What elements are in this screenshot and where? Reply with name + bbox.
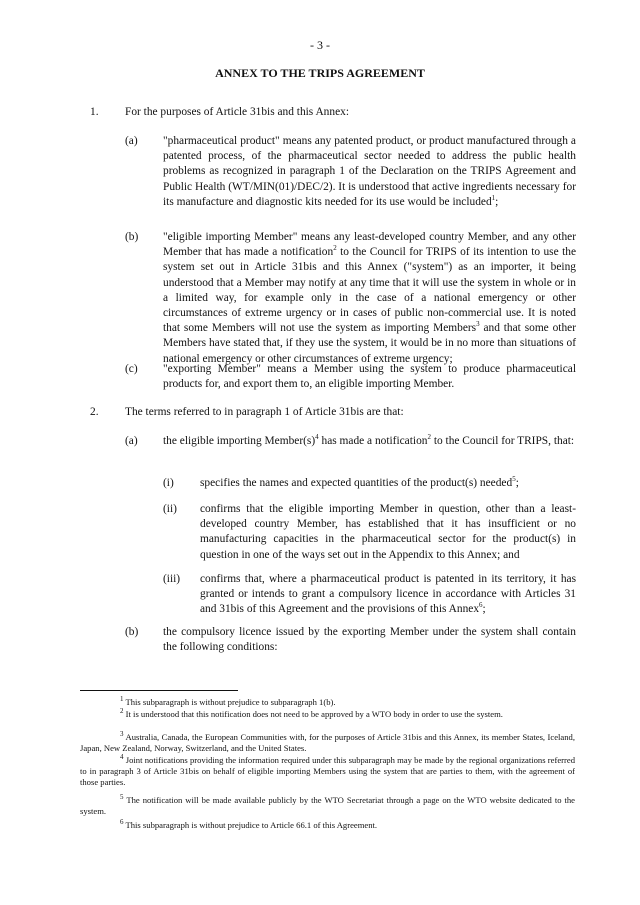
condition-compulsory-licence: the compulsory licence issued by the exporting Member under the system shall contain the following conditions: bbox=[163, 626, 576, 654]
footnote-ref-3: 3 bbox=[476, 320, 480, 329]
item-label-2b: (b) bbox=[125, 626, 139, 638]
definition-eligible-importing-member: "eligible importing Member" means any least-developed country Member, and any other Member that has made a notification$^2$ to the Council for TRIPS of its intention to use the system set out in Article 31bis and this Annex ("system") as an importer, it being understood that a Member may notify at any time that it will use the system in whole or in a limited way, for example only in the case of a national emergency or other circumstances of extreme urgency or in cases of public non-commercial use. It is noted that some Members will not use the system as importing Members$^3$ and that some other Members have stated that, if they use the system, it would be in no more than situations of national emergency or other circumstances of extreme urgency; bbox=[163, 231, 576, 365]
footnote-ref-2: 2 bbox=[333, 244, 337, 253]
footnote-ref-4: 4 bbox=[315, 433, 319, 442]
subitem-label-iii: (iii) bbox=[163, 573, 181, 585]
paragraph-number-1: 1. bbox=[90, 106, 99, 118]
subitem-i-text: specifies the names and expected quantities of the product(s) needed$^5$; bbox=[200, 475, 519, 489]
page-number: - 3 - bbox=[310, 38, 330, 52]
condition-notification: the eligible importing $Member(s)^4$ has made a notification$^2$ to the Council for TRIPS, that: bbox=[163, 433, 575, 447]
footnote-2: $^2$ It is understood that this notification does not need to be approved by a WTO body in order to use the system. bbox=[120, 707, 503, 719]
footnote-ref-6: 6 bbox=[479, 601, 483, 610]
subitem-iii-text: confirms that, where a pharmaceutical product is patented in its territory, it has granted or intends to grant a compulsory licence in accordance with Articles 31 and 31bis of this Agreement and the provisions of this Annex$^6$; bbox=[200, 573, 576, 616]
footnote-6: $^6$ This subparagraph is without prejudice to Article 66.1 of this Agreement. bbox=[120, 818, 378, 830]
subitem-ii-text: confirms that the eligible importing Member in question, other than a least-developed country Member, has established that it has insufficient or no manufacturing capacities in the pharmaceutical sector for the product(s) in question in one of the ways set out in the Appendix to this Annex; and bbox=[200, 503, 576, 561]
footnote-3: $^3$ Australia, Canada, the European Communities with, for the purposes of Article 31bis and this Annex, its member States, Iceland, Japan, New Zealand, Norway, Switzerland, and the United States. bbox=[80, 730, 575, 754]
subitem-label-i: (i) bbox=[163, 477, 174, 489]
item-label-1c: (c) bbox=[125, 363, 138, 375]
footnote-separator bbox=[80, 690, 238, 691]
footnote-ref-1: 1 bbox=[491, 194, 496, 203]
footnote-1: $^1$ This subparagraph is without prejudice to subparagraph 1(b). bbox=[120, 695, 336, 707]
item-label-1b: (b) bbox=[125, 231, 139, 243]
paragraph-2-intro: The terms referred to in paragraph 1 of Article 31bis are that: bbox=[125, 406, 404, 418]
paragraph-number-2: 2. bbox=[90, 406, 99, 418]
page-title: ANNEX TO THE TRIPS AGREEMENT bbox=[215, 66, 425, 80]
definition-pharmaceutical-product: "pharmaceutical product" means any patented product, or product manufactured through a patented process, of the pharmaceutical sector needed to address the public health problems as recognized in paragraph 1 of the Declaration on the TRIPS Agreement and Public Health (WT/MIN(01)/DEC/2). It is understood that active ingredients necessary for its manufacture and diagnostic kits needed for its use would be included$^1$; bbox=[163, 135, 576, 208]
subitem-label-ii: (ii) bbox=[163, 503, 177, 515]
definition-exporting-member: "exporting Member" means a Member using the system to produce pharmaceutical products for, and export them to, an eligible importing Member. bbox=[163, 363, 576, 391]
footnote-ref-5: 5 bbox=[512, 475, 516, 484]
footnote-4: $^4$ Joint notifications providing the information required under this subparagraph may be made by the regional organizations referred to in paragraph 3 of Article 31bis on behalf of eligible importing Members using the system that are parties to them, with the agreement of those parties. bbox=[80, 753, 575, 788]
footnote-5: $^5$ The notification will be made available publicly by the WTO Secretariat through a page on the WTO website dedicated to the system. bbox=[80, 793, 575, 817]
footnote-ref-2b: 2 bbox=[427, 433, 431, 442]
item-label-2a: (a) bbox=[125, 435, 138, 447]
paragraph-1-intro: For the purposes of Article 31bis and this Annex: bbox=[125, 106, 349, 118]
item-label-1a: (a) bbox=[125, 135, 138, 147]
